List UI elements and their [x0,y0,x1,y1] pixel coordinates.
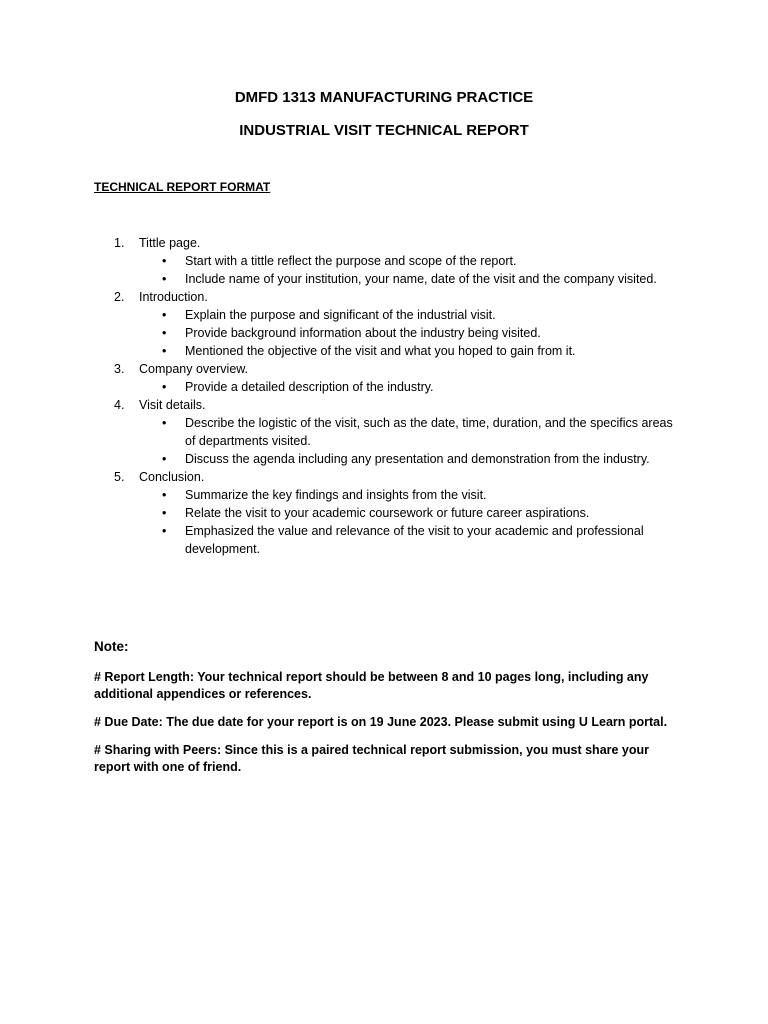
bullet-list [114,414,714,468]
item-number: 1. [114,236,125,250]
bullet-text: Explain the purpose and significant of the industrial visit. [185,308,496,322]
document-title: DMFD 1313 MANUFACTURING PRACTICE [234,89,534,106]
bullet-item [114,450,685,468]
bullet-list [114,252,714,288]
item-number: 2. [114,290,125,304]
bullet-icon: • [162,452,167,466]
note-due-date: # Due Date: The due date for your report is on 19 June 2023. Please submit using U Learn portal. [94,715,668,729]
bullet-item [114,324,685,342]
item-number: 3. [114,362,125,376]
bullet-item [114,252,685,270]
bullet-text: Emphasized the value and relevance of the visit to your academic and professional development. [185,524,644,556]
item-number: 5. [114,470,125,484]
bullet-icon: • [162,344,167,358]
report-format-list [114,234,714,558]
bullet-icon: • [162,272,167,286]
bullet-icon: • [162,488,167,502]
bullet-text: Provide background information about the industry being visited. [185,326,541,340]
bullet-item [114,414,685,450]
list-item [114,468,714,558]
bullet-icon: • [162,326,167,340]
bullet-icon: • [162,416,167,430]
bullet-text: Include name of your institution, your name, date of the visit and the company visited. [185,272,657,286]
item-label: Conclusion. [139,470,205,484]
bullet-item [114,378,685,396]
list-item [114,288,714,360]
bullet-item [114,486,685,504]
item-label: Introduction. [139,290,208,304]
bullet-text: Summarize the key findings and insights from the visit. [185,488,487,502]
note-section [94,638,674,787]
bullet-list [114,306,714,360]
note-heading: Note: [94,639,129,654]
bullet-icon: • [162,254,167,268]
item-number: 4. [114,398,125,412]
section-heading: TECHNICAL REPORT FORMAT [94,180,271,194]
bullet-icon: • [162,524,167,538]
bullet-list [114,486,714,558]
document-subtitle: INDUSTRIAL VISIT TECHNICAL REPORT [239,122,529,139]
bullet-icon: • [162,308,167,322]
note-report-length: # Report Length: Your technical report should be between 8 and 10 pages long, including any additional appendices or references. [94,670,649,701]
bullet-item [114,306,685,324]
bullet-item [114,504,685,522]
list-item [114,234,714,288]
bullet-list [114,378,714,396]
item-label: Visit details. [139,398,206,412]
bullet-text: Provide a detailed description of the industry. [185,380,434,394]
bullet-text: Describe the logistic of the visit, such as the date, time, duration, and the specifics areas of departments visited. [185,416,673,448]
note-sharing: # Sharing with Peers: Since this is a paired technical report submission, you must share your report with one of friend. [94,743,650,774]
bullet-text: Mentioned the objective of the visit and what you hoped to gain from it. [185,344,576,358]
bullet-text: Start with a tittle reflect the purpose and scope of the report. [185,254,517,268]
bullet-text: Relate the visit to your academic coursework or future career aspirations. [185,506,590,520]
bullet-icon: • [162,380,167,394]
list-item [114,396,714,468]
bullet-item [114,342,685,360]
item-label: Company overview. [139,362,249,376]
list-item [114,360,714,396]
bullet-item [114,522,685,558]
item-label: Tittle page. [139,236,201,250]
bullet-text: Discuss the agenda including any presentation and demonstration from the industry. [185,452,650,466]
bullet-item [114,270,685,288]
bullet-icon: • [162,506,167,520]
